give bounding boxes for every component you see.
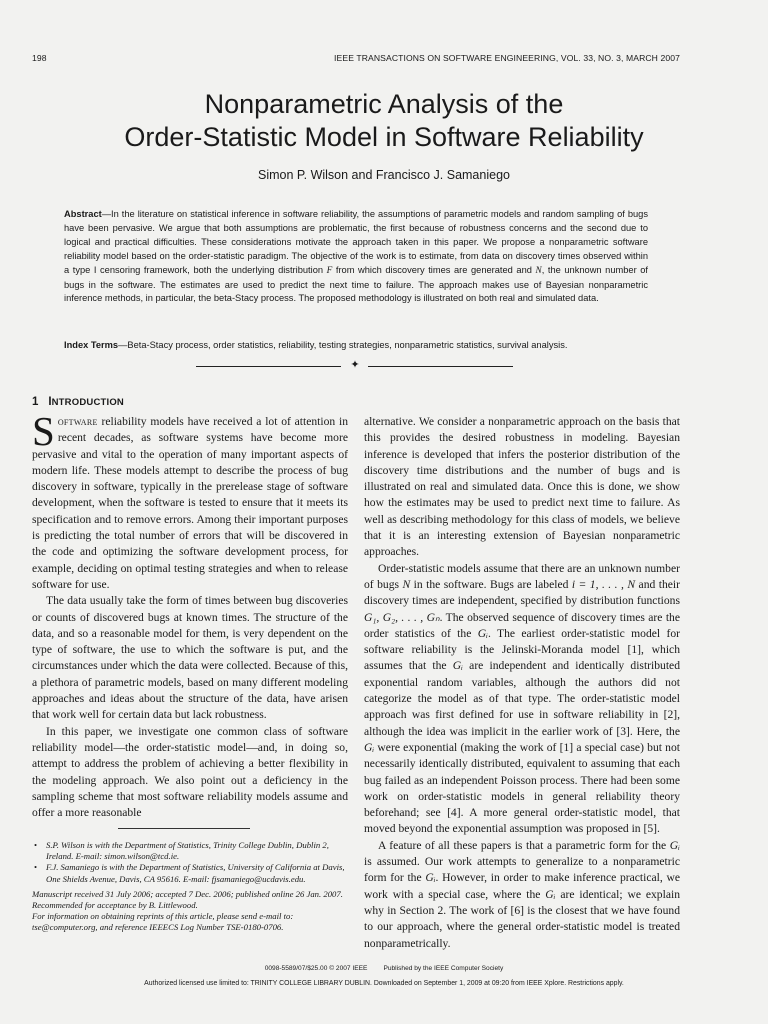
publisher: Published by the IEEE Computer Society — [383, 965, 504, 972]
paragraph: In this paper, we investigate one common class of software reliability model—the order-statistic model—and, in doing so, attempt to address the problem of achieving a better flexibility in the modeling approach. We also point out a deficiency in the sampling scheme that most software reliability models assume and offer a more reasonable — [32, 724, 348, 820]
section-heading: 1 INTRODUCTION — [32, 396, 124, 408]
index-terms-heading: Index Terms — [64, 340, 119, 350]
running-header — [32, 53, 680, 67]
journal-citation: IEEE TRANSACTIONS ON SOFTWARE ENGINEERING, VOL. 33, NO. 3, MARCH 2007 — [334, 53, 680, 63]
license-notice: Authorized licensed use limited to: TRINITY COLLEGE LIBRARY DUBLIN. Downloaded on September 1, 2009 at 09:20 from IEEE Xplore. Restrictions apply. — [144, 980, 624, 987]
paragraph: A feature of all these papers is that a parametric form for the Gᵢ is assumed. Our work attempts to generalize to a nonparametric form for the Gᵢ. However, in order to make inference practical, we work with a special case, where the Gᵢ are identical; we explain why in Section 2. The work of [6] is the closest that we have found to our approach, where the general order-statistic model is treated nonparametrically. — [364, 838, 681, 950]
footnotes — [32, 840, 348, 934]
paragraph: alternative. We consider a nonparametric approach on the basis that this provides the desired robustness in modeling. Bayesian inference is developed that infers the posterior distribution of the discovery time distributions and the number of bugs and is illustrated on real and simulated data. Once this is done, we show how the estimates may be used to predict next time to failure. As well as describing methodology for this class of models, we believe that it is an interesting extension of Bayesian nonparametric approaches. — [364, 415, 680, 559]
paper-title — [0, 88, 768, 154]
recommended-by: Recommended for acceptance by B. Littlewood. — [32, 900, 198, 911]
index-terms: Index Terms—Beta-Stacy process, order statistics, reliability, testing strategies, nonparametric statistics, survival analysis. — [64, 340, 568, 350]
separator-ornament: ✦ — [350, 359, 360, 371]
copyright: 0098-5589/07/$25.00 © 2007 IEEE — [264, 965, 368, 972]
footnote-affiliation: • F.J. Samaniego is with the Department of Statistics, University of California at Davis, One Shields Avenue, Davis, CA 95616. E-mail: fjsamaniego@ucdavis.edu. — [32, 862, 348, 884]
abstract-heading: Abstract — [64, 209, 102, 219]
footnote-rule — [118, 828, 250, 829]
body-column-right — [364, 414, 680, 952]
separator-rule-right — [368, 366, 513, 367]
section-number: 1 — [32, 396, 39, 408]
reprint-info: For information on obtaining reprints of this article, please send e-mail to: tse@computer.org, and reference IEEECS Log Number TSE-0180-0706. — [32, 911, 294, 933]
drop-cap: S — [32, 408, 55, 454]
paragraph: The data usually take the form of times between bug discoveries or counts of discovered bugs at known times. The structure of the data, and so a reasonable model for them, is very dependent on the type of software, the use to which the software is put, and the circumstances under which the data were collected. Because of this, a plethora of parametric models, based on many different modeling approaches and ideas about the structure of the data, have arisen that work well for certain data but lack robustness. — [32, 594, 348, 722]
body-column-left — [32, 408, 348, 821]
paragraph: Software reliability models have received a lot of attention in recent decades, as software systems have become more pervasive and vital to the operation of many important aspects of modern life. These models attempt to describe the process of bug discovery in software, typically in the prerelease stage of software development, when the software is tested to ensure that it meets its specification and to remove errors. Among their important purposes is predicting the total number of errors that will be discovered in the code and optimizing the software development process, for example, deciding on optimal testing strategies and when to release software for use. — [32, 408, 348, 591]
title-line-2: Order-Statistic Model in Software Reliability — [124, 122, 644, 152]
copyright-line — [0, 965, 768, 972]
footnote-affiliation: • S.P. Wilson is with the Department of Statistics, Trinity College Dublin, Dublin 2, Ireland. E-mail: simon.wilson@tcd.ie. — [32, 840, 348, 862]
separator-rule-left — [196, 366, 341, 367]
manuscript-dates: Manuscript received 31 July 2006; accepted 7 Dec. 2006; published online 26 Jan. 2007. — [32, 888, 343, 899]
page-number: 198 — [32, 53, 47, 63]
author-list: Simon P. Wilson and Francisco J. Samaniego — [258, 168, 510, 182]
title-line-1: Nonparametric Analysis of the — [204, 89, 564, 119]
abstract: Abstract—In the literature on statistical inference in software reliability, the assumptions of parametric models and random sampling of bugs have been pervasive. We argue that both assumptions are problematic, the first because of robustness concerns and the second due to logical and practical difficulties. These considerations motivate the approach taken in this paper. We propose a nonparametric software reliability model based on the order-statistic paradigm. The objective of the work is to estimate, from data on discovery times observed within a type I censoring framework, both the underlying distribution F from which discovery times are generated and N, the unknown number of bugs in the software. The estimates are used to predict the next time to failure. The approach makes use of Bayesian nonparametric inference methods, in particular, the beta-Stacy process. The proposed methodology is illustrated on both real and simulated data. — [64, 209, 648, 304]
paragraph: Order-statistic models assume that there are an unknown number of bugs N in the software. Bugs are labeled i = 1, . . . , N and their discovery times are independent, specified by distribution functions G₁, G₂, . . . , Gₙ. The observed sequence of discovery times are the order statistics of the Gᵢ. The earliest order-statistic model for software reliability is the Jelinski-Moranda model [1], which assumes that the Gᵢ are independent and identically distributed exponential random variables, although the authors did not categorize the model as of that type. The order-statistic model approach was first defined for use in software reliability in [2], although the idea was implicit in the earlier work of [3]. Here, the Gᵢ were exponential (making the work of [1] a special case) but not necessarily identically distributed, equivalent to assuming that each bug failed as an independent Poisson process. There had been some work on order-statistic models in general reliability theory beforehand; see [4]. A more general order-statistic model, that moved beyond the exponential assumption was proposed in [5]. — [364, 561, 681, 836]
